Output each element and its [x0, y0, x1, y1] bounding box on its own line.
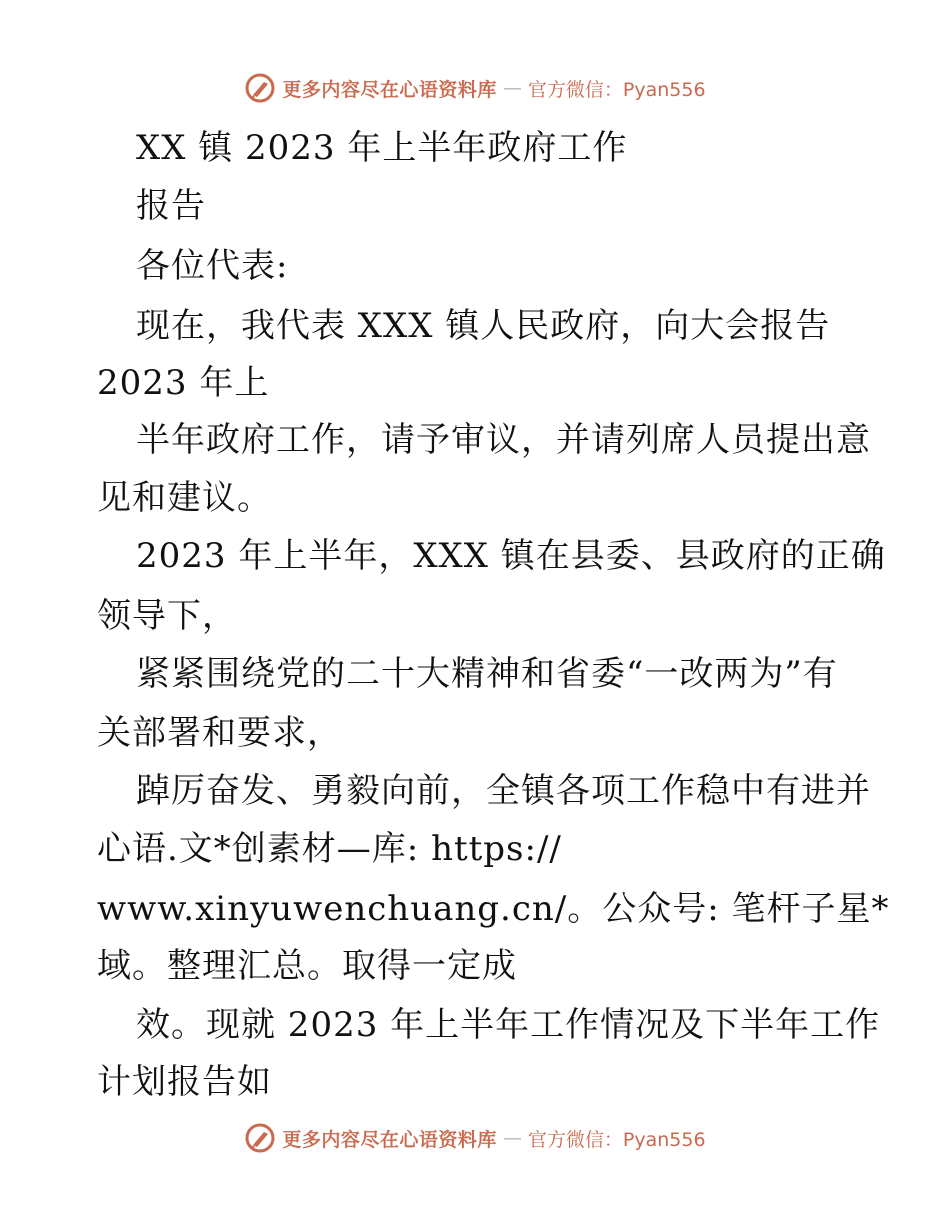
paragraph-line: 心语.文*创素材—库: https://	[97, 829, 562, 869]
paragraph-line: 见和建议。	[97, 478, 272, 518]
title-line-2: 报告	[136, 186, 206, 226]
paragraph-line: 效。现就 2023 年上半年工作情况及下半年工作	[136, 1005, 881, 1045]
watermark-contact: 官方微信：Pyan556	[527, 78, 706, 101]
paragraph-line: 2023 年上	[97, 363, 270, 403]
salutation: 各位代表:	[136, 246, 289, 286]
watermark-contact: 官方微信：Pyan556	[527, 1128, 706, 1151]
paragraph-line: www.xinyuwenchuang.cn/。公众号: 笔杆子星*	[97, 889, 890, 929]
paragraph-line: 计划报告如	[97, 1062, 272, 1102]
paragraph-line: 域。整理汇总。取得一定成	[97, 946, 517, 986]
paragraph-line: 现在，我代表 XXX 镇人民政府，向大会报告	[136, 306, 831, 346]
paragraph-line: 关部署和要求，	[97, 713, 342, 753]
paragraph-line: 半年政府工作，请予审议，并请列席人员提出意	[136, 420, 871, 460]
watermark-dash: —	[502, 77, 522, 99]
paragraph-line: 踔厉奋发、勇毅向前，全镇各项工作稳中有进并	[136, 771, 871, 811]
pen-nib-logo-icon	[244, 72, 276, 104]
pen-nib-logo-icon	[244, 1122, 276, 1154]
watermark-text: 更多内容尽在心语资料库	[282, 1128, 497, 1151]
footer-watermark	[0, 1122, 950, 1154]
title-line-1: XX 镇 2023 年上半年政府工作	[136, 128, 628, 168]
watermark-dash: —	[502, 1127, 522, 1149]
header-watermark	[0, 72, 950, 104]
paragraph-line: 领导下，	[97, 596, 237, 636]
paragraph-line: 紧紧围绕党的二十大精神和省委“一改两为”有	[136, 654, 838, 694]
paragraph-line: 2023 年上半年，XXX 镇在县委、县政府的正确	[136, 536, 886, 576]
watermark-text: 更多内容尽在心语资料库	[282, 78, 497, 101]
